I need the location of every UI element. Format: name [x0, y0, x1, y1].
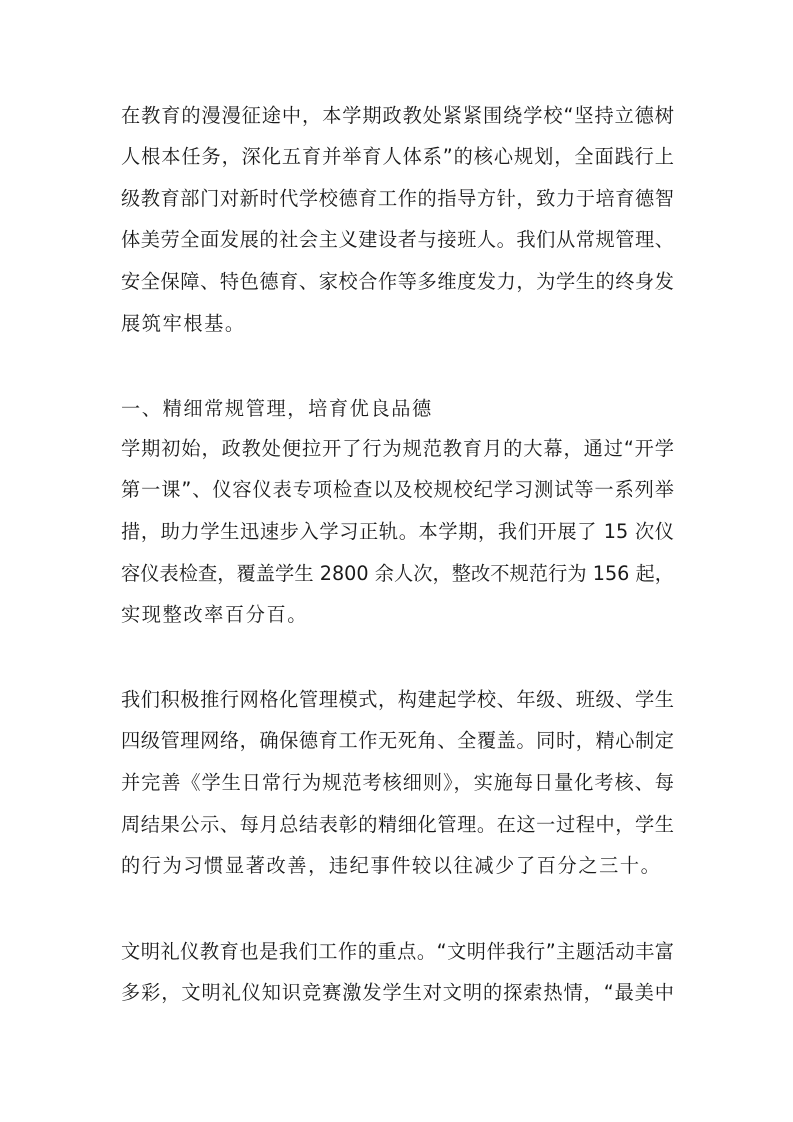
text-line: 措，助力学生迅速步入学习正轨。本学期，我们开展了 15 次仪: [121, 520, 674, 543]
text-line: 我们积极推行网格化管理模式，构建起学校、年级、班级、学生: [121, 688, 674, 711]
text-line: 多彩，文明礼仪知识竞赛激发学生对文明的探索热情，“最美中: [121, 981, 674, 1004]
text-line: 四级管理网络，确保德育工作无死角、全覆盖。同时，精心制定: [121, 729, 674, 752]
text-line: 容仪表检查，覆盖学生 2800 余人次，整改不规范行为 156 起，: [121, 562, 674, 585]
text-line: 第一课”、仪容仪表专项检查以及校规校纪学习测试等一系列举: [121, 478, 674, 501]
text-line: 体美劳全面发展的社会主义建设者与接班人。我们从常规管理、: [121, 228, 674, 251]
text-line: 并完善《学生日常行为规范考核细则》，实施每日量化考核、每: [121, 771, 674, 794]
text-line: 实现整改率百分百。: [121, 603, 309, 626]
text-line: 展筑牢根基。: [121, 312, 246, 335]
text-line: 周结果公示、每月总结表彰的精细化管理。在这一过程中，学生: [121, 813, 674, 836]
text-line: 学期初始，政教处便拉开了行为规范教育月的大幕，通过“开学: [121, 437, 674, 460]
text-line: 安全保障、特色德育、家校合作等多维度发力，为学生的终身发: [121, 270, 674, 293]
text-line: 的行为习惯显著改善，违纪事件较以往减少了百分之三十。: [121, 854, 662, 877]
text-line: 人根本任务，深化五育并举育人体系”的核心规划，全面践行上: [121, 145, 674, 168]
text-line: 在教育的漫漫征途中，本学期政教处紧紧围绕学校“坚持立德树: [121, 104, 674, 127]
text-line: 文明礼仪教育也是我们工作的重点。“文明伴我行”主题活动丰富: [121, 940, 674, 963]
text-line: 级教育部门对新时代学校德育工作的指导方针，致力于培育德智: [121, 187, 674, 210]
section-heading: 一、精细常规管理，培育优良品德: [121, 397, 433, 420]
